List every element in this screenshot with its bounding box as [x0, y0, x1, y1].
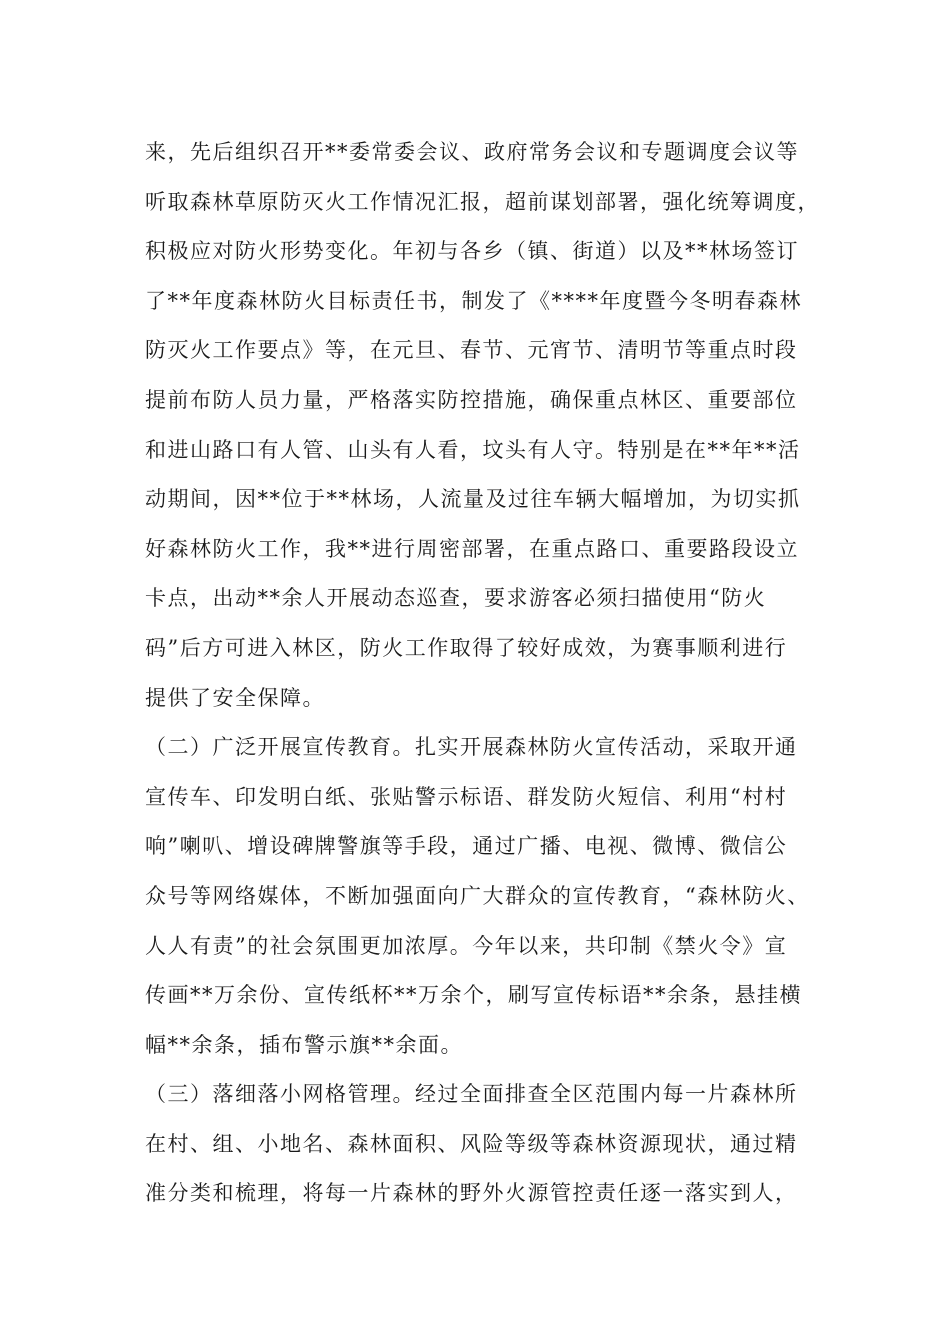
text-line: 了**年度森林防火目标责任书，制发了《****年度暨今冬明春森林 — [145, 288, 802, 313]
text-line: 防灭火工作要点》等，在元旦、春节、元宵节、清明节等重点时段 — [145, 338, 798, 363]
text-line: 来，先后组织召开**委常委会议、政府常务会议和专题调度会议等 — [145, 140, 799, 164]
text-line: 听取森林草原防灭火工作情况汇报，超前谋划部署，强化统筹调度， — [145, 189, 820, 214]
text-line: 传画**万余份、宣传纸杯**万余个，刷写宣传标语**余条，悬挂横 — [145, 983, 802, 1008]
text-line: 动期间，因**位于**林场，人流量及过往车辆大幅增加，为切实抓 — [145, 487, 801, 512]
text-line: 和进山路口有人管、山头有人看，坟头有人守。特别是在**年**活 — [145, 437, 801, 462]
text-line: 宣传车、印发明白纸、张贴警示标语、群发防火短信、利用“村村 — [145, 784, 788, 809]
text-line: 人人有责”的社会氛围更加浓厚。今年以来，共印制《禁火令》宣 — [145, 933, 788, 958]
text-line: 积极应对防火形势变化。年初与各乡（镇、街道）以及**林场签订 — [145, 239, 799, 264]
body-text — [145, 128, 825, 1219]
section-heading-line: （二）广泛开展宣传教育。扎实开展森林防火宣传活动，采取开通 — [145, 735, 798, 760]
text-line: 好森林防火工作，我**进行周密部署，在重点路口、重要路段设立 — [145, 536, 799, 561]
section-heading-line: （三）落细落小网格管理。经过全面排查全区范围内每一片森林所 — [145, 1082, 798, 1107]
text-line: 准分类和梳理，将每一片森林的野外火源管控责任逐一落实到人， — [145, 1181, 798, 1206]
text-line: 提前布防人员力量，严格落实防控措施，确保重点林区、重要部位 — [145, 387, 798, 412]
text-line: 在村、组、小地名、森林面积、风险等级等森林资源现状，通过精 — [145, 1131, 798, 1156]
text-line: 众号等网络媒体，不断加强面向广大群众的宣传教育，“森林防火、 — [145, 883, 810, 908]
text-line: 幅**余条，插布警示旗**余面。 — [145, 1032, 463, 1057]
text-line: 响”喇叭、增设碑牌警旗等手段，通过广播、电视、微博、微信公 — [145, 834, 788, 859]
text-line: 卡点，出动**余人开展动态巡查，要求游客必须扫描使用“防火 — [145, 586, 767, 611]
text-line: 码”后方可进入林区，防火工作取得了较好成效，为赛事顺利进行 — [145, 635, 788, 660]
text-line: 提供了安全保障。 — [145, 685, 325, 710]
